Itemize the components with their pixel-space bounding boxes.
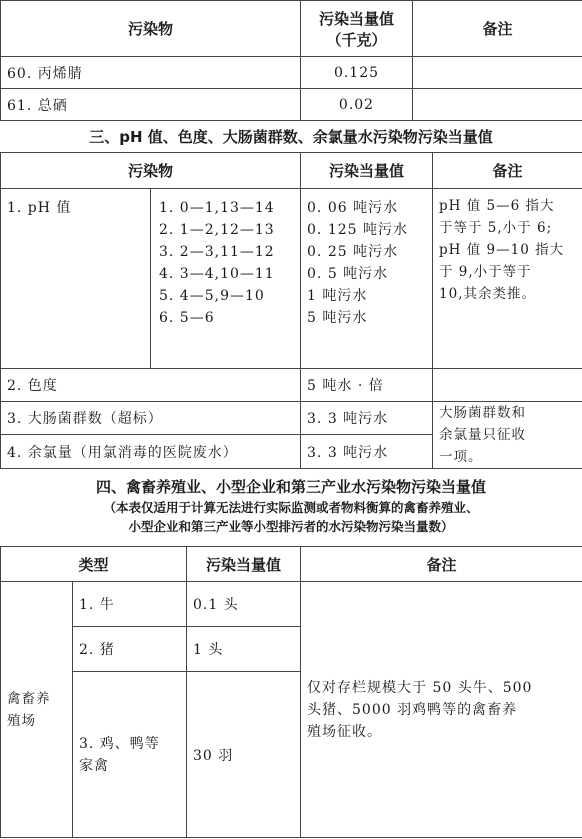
ph-range: 3. 2—3,11—12 xyxy=(159,244,275,260)
table-row xyxy=(1,402,582,435)
header-pollutant: 污染物 xyxy=(1,1,301,57)
category-line: 殖场 xyxy=(7,712,36,729)
ph-value: 0. 125 吨污水 xyxy=(307,222,408,238)
header-type: 类型 xyxy=(1,547,187,582)
note-cell xyxy=(413,89,582,121)
pollutant-name: 60. 丙烯腈 xyxy=(1,57,301,89)
note-cell xyxy=(433,369,582,402)
type-name: 2. 猪 xyxy=(73,627,187,672)
equivalent-value: 3. 3 吨污水 xyxy=(301,435,433,469)
ph-value: 0. 06 吨污水 xyxy=(307,200,399,216)
table-row xyxy=(1,89,582,121)
table-header-row xyxy=(1,547,582,582)
shared-note-line: 余氯量只征收 xyxy=(439,427,527,443)
header-note: 备注 xyxy=(413,1,582,57)
category-livestock-farm xyxy=(1,582,73,838)
table-ph-color-coliform xyxy=(0,152,582,469)
section-4-subtitle-line: （本表仅适用于计算无法进行实际监测或者物料衡算的禽畜养殖业、 xyxy=(103,500,479,515)
equivalent-value: 1 头 xyxy=(187,627,301,672)
table-row xyxy=(1,582,582,627)
equivalent-value: 30 羽 xyxy=(187,672,301,838)
pollutant-name: 4. 余氯量（用氯消毒的医院废水） xyxy=(1,435,301,469)
table-row xyxy=(1,369,582,402)
shared-note-line: 一项。 xyxy=(439,449,483,465)
ph-note xyxy=(433,189,582,369)
header-equivalent-value-line1: 污染当量值 xyxy=(318,9,394,28)
ph-range: 1. 0—1,13—14 xyxy=(159,200,275,216)
ph-note-line: 于 9,小于等于 xyxy=(439,264,532,280)
ph-value: 5 吨污水 xyxy=(307,310,368,326)
ph-range: 5. 4—5,9—10 xyxy=(159,288,265,304)
pollutant-name: 3. 大肠菌群数（超标） xyxy=(1,402,301,435)
equivalent-value: 5 吨水 · 倍 xyxy=(301,369,433,402)
livestock-note xyxy=(301,582,582,838)
header-pollutant: 污染物 xyxy=(1,153,301,189)
table-header-row xyxy=(1,153,582,189)
ph-ranges xyxy=(151,189,301,369)
ph-value: 0. 5 吨污水 xyxy=(307,266,389,282)
type-name: 1. 牛 xyxy=(73,582,187,627)
table-header-row xyxy=(1,1,582,57)
table-row-ph xyxy=(1,189,582,369)
equivalent-value: 0.02 xyxy=(301,89,413,121)
livestock-note-line: 仅对存栏规模大于 50 头牛、500 xyxy=(307,679,533,696)
table-pollutants-continued xyxy=(0,0,582,121)
ph-note-line: pH 值 9—10 指大 xyxy=(439,242,565,258)
equivalent-value: 3. 3 吨污水 xyxy=(301,402,433,435)
shared-note xyxy=(433,402,582,469)
ph-range: 4. 3—4,10—11 xyxy=(159,266,275,282)
type-name xyxy=(73,672,187,838)
equivalent-value: 0.1 头 xyxy=(187,582,301,627)
type-name-line: 3. 鸡、鸭等 xyxy=(79,735,160,752)
section-4-subtitle-line: 小型企业和第三产业等小型排污者的水污染物污染当量数） xyxy=(128,519,454,534)
type-name-line: 家禽 xyxy=(79,757,109,774)
ph-range: 2. 1—2,12—13 xyxy=(159,222,275,238)
table-livestock-small-enterprise xyxy=(0,546,582,838)
livestock-note-line: 殖场征收。 xyxy=(307,723,383,740)
ph-label: 1. pH 值 xyxy=(1,189,151,369)
note-cell xyxy=(413,57,582,89)
ph-values xyxy=(301,189,433,369)
ph-note-line: 10,其余类推。 xyxy=(439,286,536,302)
ph-note-line: 于等于 5,小于 6; xyxy=(439,220,553,236)
header-equivalent-value-unit: （千克） xyxy=(326,30,387,49)
header-equivalent-value xyxy=(301,1,413,57)
ph-range: 6. 5—6 xyxy=(159,310,215,326)
header-note: 备注 xyxy=(301,547,582,582)
header-note: 备注 xyxy=(433,153,582,189)
section-3-title: 三、pH 值、色度、大肠菌群数、余氯量水污染物污染当量值 xyxy=(89,128,493,146)
ph-value: 1 吨污水 xyxy=(307,288,368,304)
ph-value: 0. 25 吨污水 xyxy=(307,244,399,260)
ph-note-line: pH 值 5—6 指大 xyxy=(439,198,555,214)
pollutant-name: 61. 总硒 xyxy=(1,89,301,121)
pollutant-name: 2. 色度 xyxy=(1,369,301,402)
equivalent-value: 0.125 xyxy=(301,57,413,89)
table-row xyxy=(1,57,582,89)
section-4-subtitle xyxy=(0,498,582,536)
header-equivalent-value: 污染当量值 xyxy=(301,153,433,189)
livestock-note-line: 头猪、5000 羽鸡鸭等的禽畜养 xyxy=(307,701,518,718)
shared-note-line: 大肠菌群数和 xyxy=(439,405,527,421)
section-4-title: 四、禽畜养殖业、小型企业和第三产业水污染物污染当量值 xyxy=(95,478,486,496)
header-equivalent-value: 污染当量值 xyxy=(187,547,301,582)
category-line: 禽畜养 xyxy=(7,690,51,707)
